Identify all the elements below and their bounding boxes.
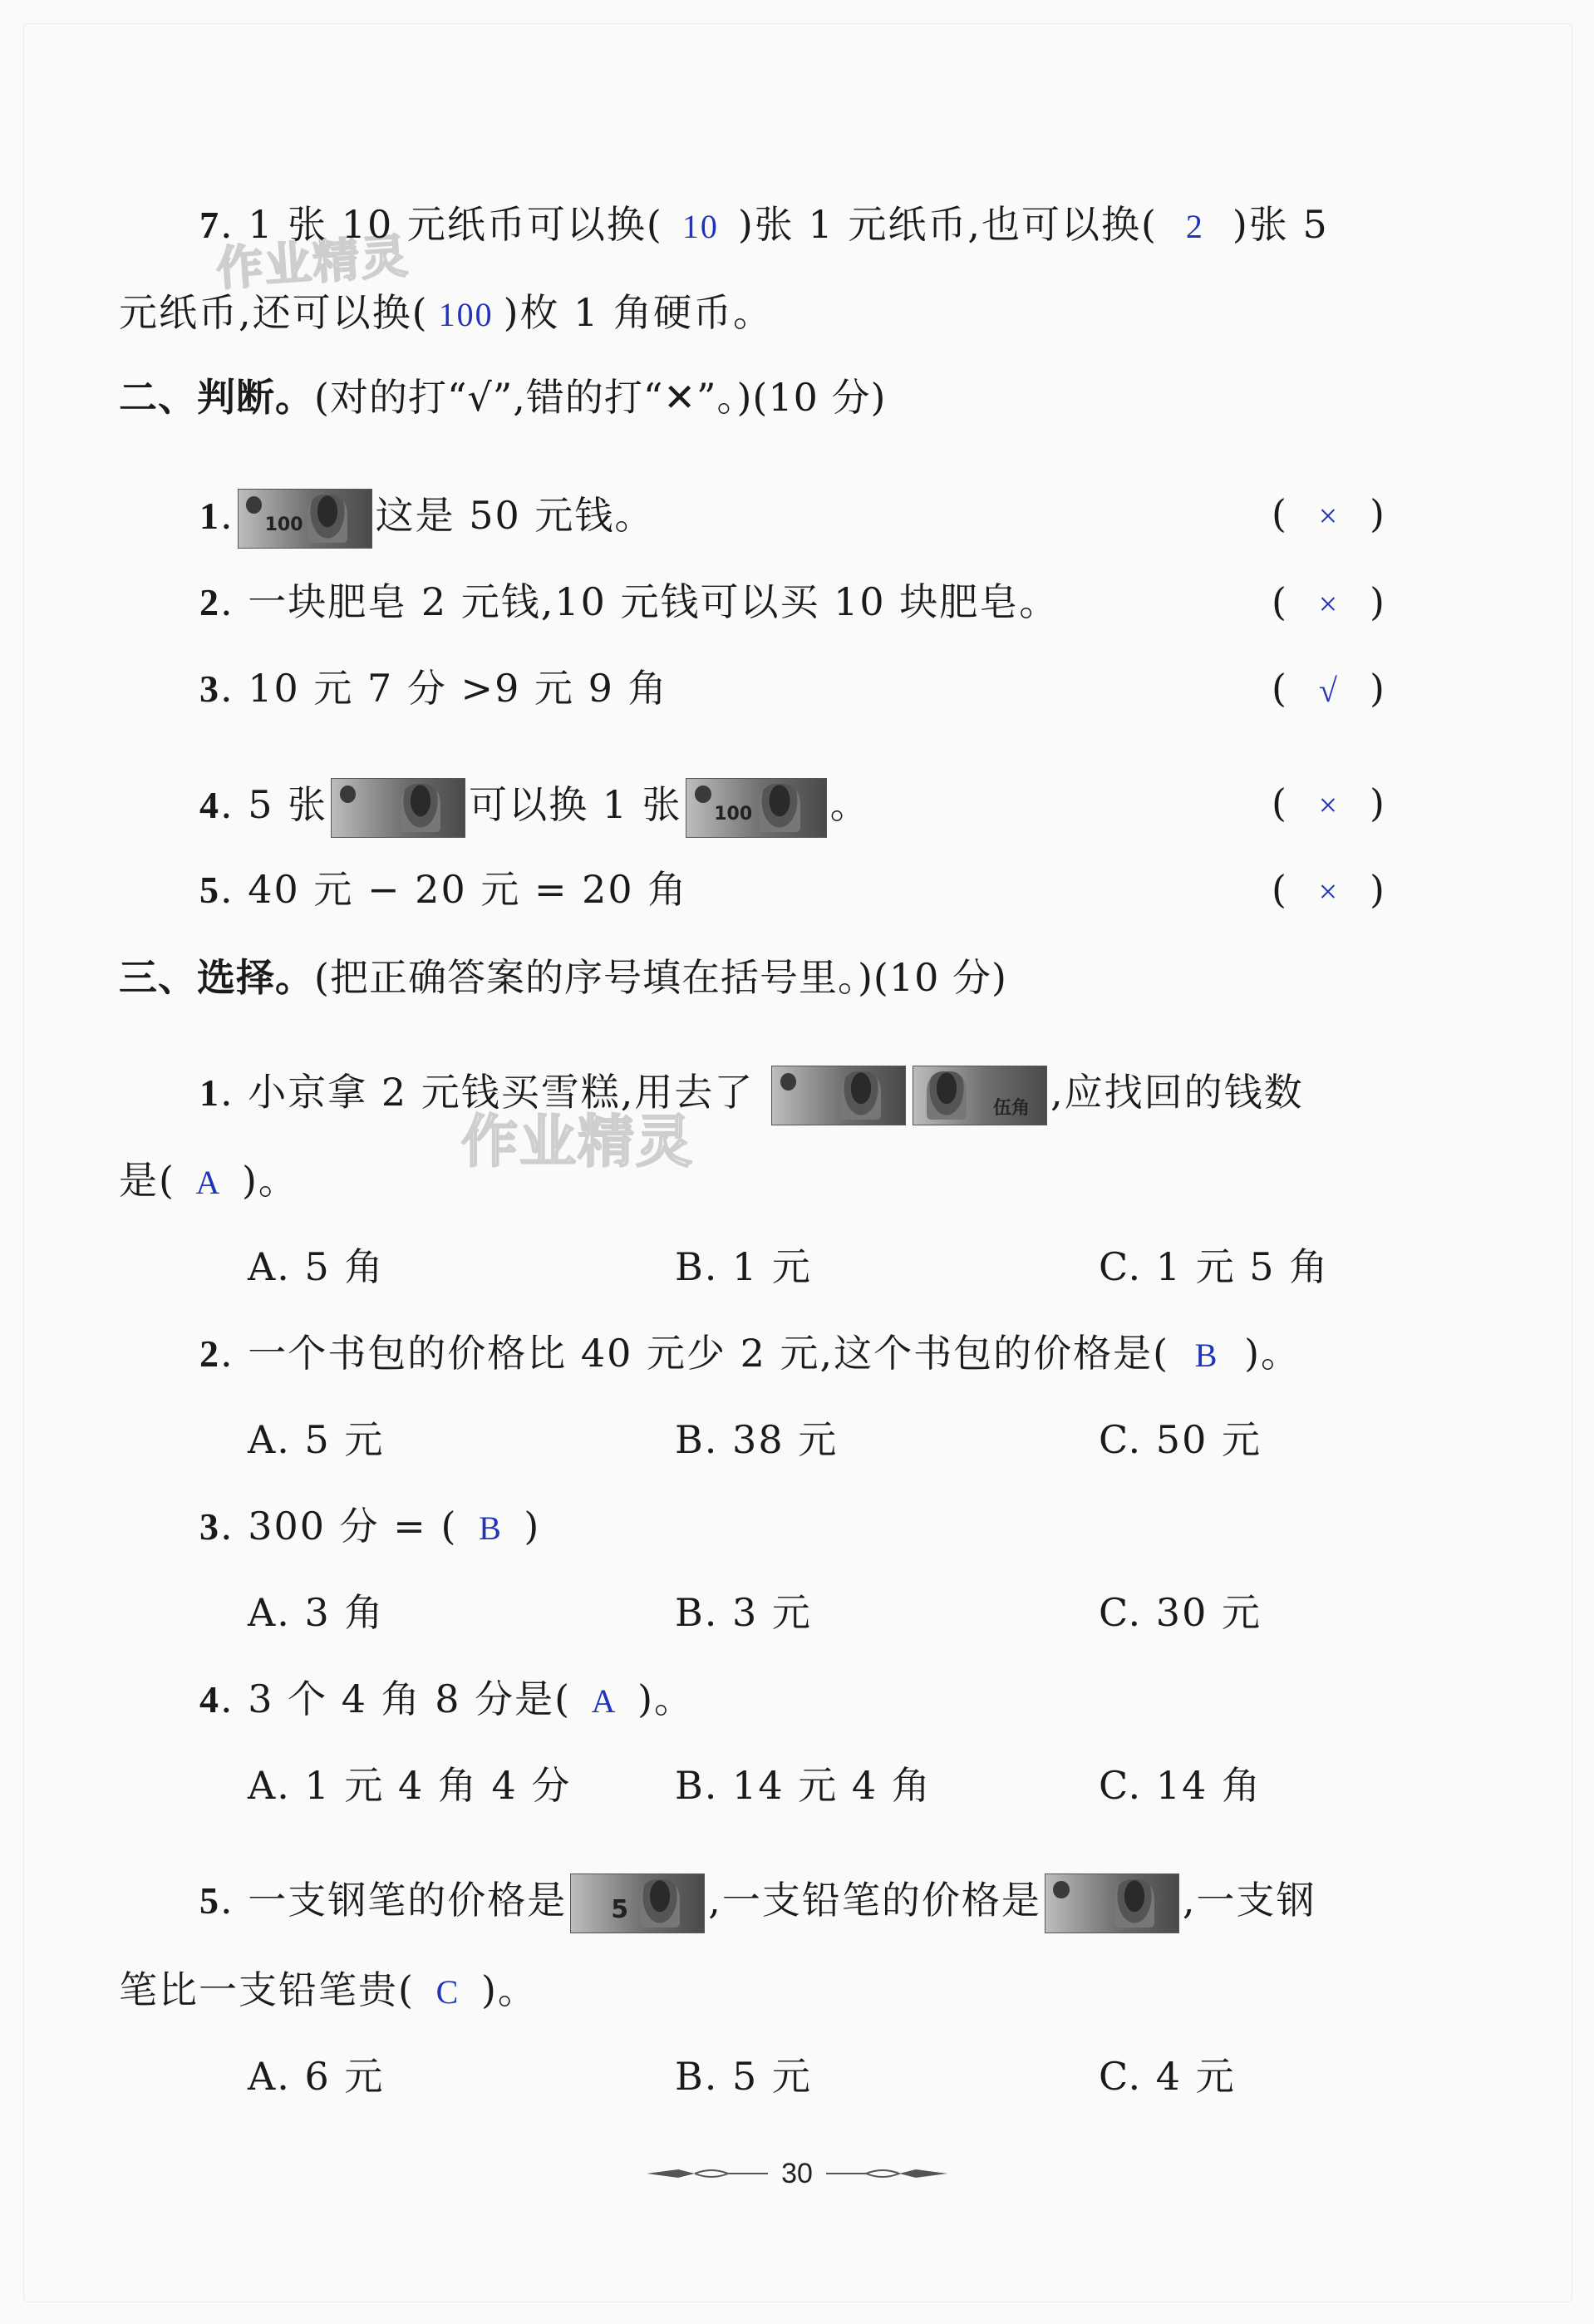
portrait-icon (401, 784, 440, 833)
answer-blank[interactable]: B (1194, 1337, 1219, 1374)
option-c: C. 1 元 5 角 (1099, 1244, 1330, 1289)
question-7-line-2 (119, 288, 773, 340)
portrait-icon (841, 1071, 881, 1120)
banknote-image (771, 1066, 906, 1125)
option-c: C. 4 元 (1099, 2054, 1236, 2099)
question-text: . 1 张 10 元纸币可以换( (220, 202, 663, 247)
question-text: )张 5 (1232, 202, 1329, 247)
portrait-icon (759, 784, 800, 833)
item-text: . 40 元 − 20 元 = 20 角 (220, 867, 688, 912)
question-number: 3 (199, 1505, 220, 1548)
answer-blank[interactable]: A (195, 1164, 222, 1201)
banknote-denomination: 5 (611, 1894, 629, 1924)
choice-question-4 (199, 1674, 694, 1726)
judge-item-5 (199, 864, 687, 915)
option-b: B. 1 元 (675, 1244, 812, 1289)
portrait-icon (1114, 1879, 1154, 1928)
answer-mark[interactable]: × (1318, 873, 1338, 910)
section-title: 三、选择。 (119, 955, 314, 1000)
question-text: . 300 分 = ( (220, 1504, 458, 1549)
item-number: 3 (199, 667, 220, 710)
section-instruction: (把正确答案的序号填在括号里。)(10 分) (314, 955, 1007, 1000)
option-c: C. 50 元 (1099, 1417, 1262, 1462)
answer-blank[interactable]: B (479, 1509, 503, 1547)
judge-item-1 (199, 489, 654, 549)
emblem-icon (246, 496, 262, 514)
banknote-5-jiao-image (913, 1066, 1047, 1125)
section-2-heading (119, 372, 886, 422)
question-text: )。 (1244, 1331, 1301, 1376)
answer-blank[interactable]: 100 (438, 296, 494, 333)
question-number: 5 (199, 1879, 220, 1922)
option-b: B. 5 元 (675, 2054, 812, 2099)
watermark: 作业精灵 (214, 229, 411, 298)
section-3-heading (119, 953, 1007, 1002)
emblem-icon (340, 785, 356, 803)
question-text: ,一支铅笔的价格是 (708, 1878, 1041, 1923)
item-text: . 一块肥皂 2 元钱,10 元钱可以买 10 块肥皂。 (220, 579, 1060, 624)
question-text: ) (524, 1504, 541, 1549)
page-number: 30 (781, 2157, 813, 2189)
option-a: A. 5 角 (248, 1244, 385, 1289)
question-text: . 一个书包的价格比 40 元少 2 元,这个书包的价格是( (220, 1331, 1170, 1376)
answer-blank[interactable]: C (435, 1973, 460, 2011)
choice-question-1-line-1 (199, 1066, 1304, 1125)
item-number: 2 (199, 581, 220, 623)
judge-answer-1: ( × ) (1272, 489, 1385, 541)
question-text: )。 (480, 1967, 538, 2012)
option-c: C. 14 角 (1099, 1763, 1262, 1808)
watermark: 作业精灵 (461, 1110, 695, 1175)
option-b: B. 3 元 (675, 1590, 812, 1635)
option-a: A. 6 元 (248, 2054, 385, 2099)
judge-item-4 (199, 778, 870, 838)
emblem-icon (780, 1073, 796, 1091)
option-c: C. 30 元 (1099, 1590, 1262, 1635)
banknote-100-image (686, 778, 827, 838)
question-text: )枚 1 角硬币。 (503, 290, 774, 335)
question-text: 元纸币,还可以换( (119, 290, 429, 335)
section-title: 二、判断。 (119, 375, 314, 420)
judge-item-2 (199, 577, 1059, 628)
question-number: 2 (199, 1332, 220, 1375)
item-text: . 10 元 7 分 >9 元 9 角 (220, 666, 668, 711)
answer-mark[interactable]: √ (1318, 672, 1337, 709)
question-number: 1 (199, 1071, 220, 1114)
question-text: . 3 个 4 角 8 分是( (220, 1677, 572, 1721)
question-text: ,应找回的钱数 (1050, 1070, 1304, 1115)
question-text: . 小京拿 2 元钱买雪糕,用去了 (220, 1070, 755, 1115)
option-a: A. 5 元 (248, 1417, 385, 1462)
portrait-icon (307, 495, 347, 544)
option-a: A. 1 元 4 角 4 分 (248, 1763, 572, 1808)
question-7-line-1 (199, 199, 1329, 252)
question-text: ,一支钢 (1182, 1878, 1316, 1923)
judge-item-3 (199, 663, 667, 714)
question-text: )张 1 元纸币,也可以换( (737, 202, 1158, 247)
answer-blank[interactable]: 2 (1185, 208, 1204, 245)
section-instruction: (对的打“√”,错的打“✕”。)(10 分) (314, 375, 887, 420)
portrait-icon (927, 1071, 967, 1120)
banknote-100-image (238, 489, 372, 549)
choice-question-5-line-2 (119, 1965, 538, 2017)
choice-question-3 (199, 1501, 540, 1553)
item-text: 。 (829, 782, 870, 827)
banknote-denomination: 100 (714, 803, 753, 825)
option-b: B. 14 元 4 角 (675, 1763, 932, 1808)
judge-answer-5: ( × ) (1272, 864, 1385, 917)
portrait-icon (640, 1879, 680, 1928)
banknote-denomination: 100 (264, 514, 303, 535)
option-b: B. 38 元 (675, 1417, 839, 1462)
item-number: 5 (199, 869, 220, 911)
answer-mark[interactable]: × (1318, 497, 1338, 534)
question-text: . 一支钢笔的价格是 (220, 1878, 568, 1923)
question-text: )。 (637, 1677, 695, 1721)
question-text: 是( (119, 1158, 175, 1203)
choice-question-1-line-2 (119, 1155, 298, 1208)
answer-mark[interactable]: × (1318, 585, 1338, 623)
item-text: 这是 50 元钱。 (375, 493, 655, 538)
item-text: . 5 张 (220, 782, 328, 827)
banknote-image (331, 778, 465, 838)
question-number: 4 (199, 1678, 220, 1721)
page-footer (0, 2153, 1594, 2194)
emblem-icon (1053, 1881, 1069, 1898)
item-text: . (220, 493, 234, 538)
left-ornament-icon (645, 2165, 770, 2182)
question-number: 7 (199, 204, 220, 246)
answer-blank[interactable]: 10 (681, 208, 719, 245)
answer-mark[interactable]: × (1318, 786, 1338, 824)
judge-answer-3: ( √ ) (1272, 663, 1385, 716)
option-a: A. 3 角 (248, 1590, 385, 1635)
banknote-image (1045, 1873, 1179, 1933)
judge-answer-4: ( × ) (1272, 778, 1385, 830)
choice-question-2 (199, 1328, 1301, 1381)
right-ornament-icon (824, 2165, 949, 2182)
banknote-label: 伍角 (993, 1098, 1031, 1119)
item-number: 4 (199, 784, 220, 826)
question-text: )。 (241, 1158, 298, 1203)
item-text: 可以换 1 张 (469, 782, 682, 827)
emblem-icon (695, 785, 711, 803)
choice-question-5-line-1 (199, 1873, 1316, 1933)
judge-answer-2: ( × ) (1272, 577, 1385, 629)
question-text: 笔比一支铅笔贵( (119, 1967, 415, 2012)
banknote-5-yuan-image (570, 1873, 705, 1933)
answer-blank[interactable]: A (591, 1682, 617, 1720)
item-number: 1 (199, 495, 220, 537)
